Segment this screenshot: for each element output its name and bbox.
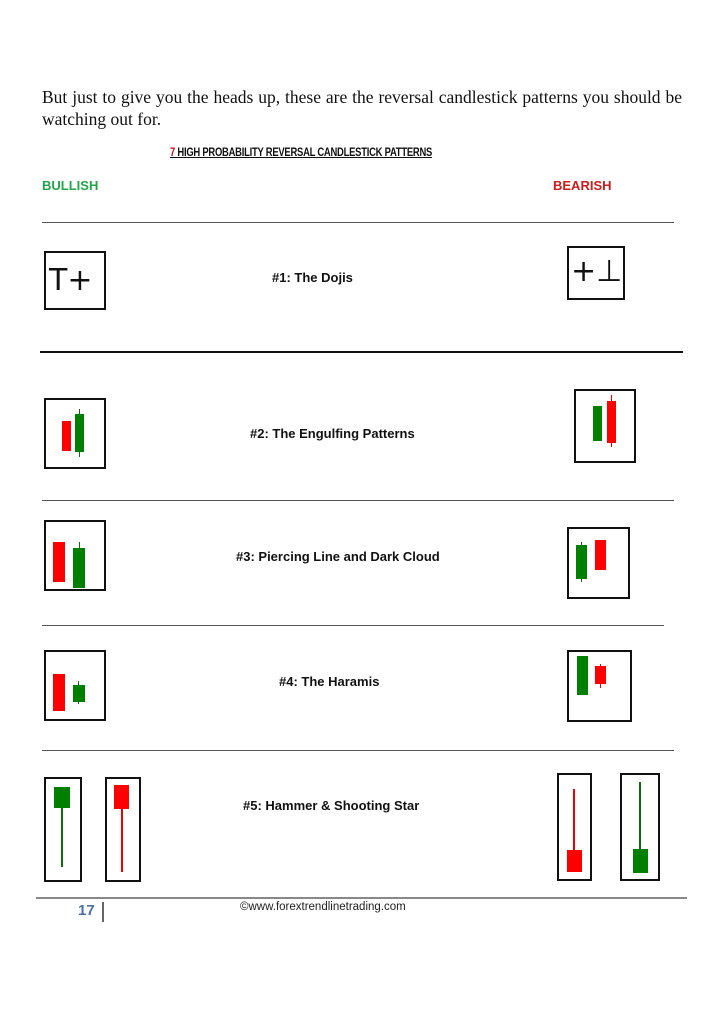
divider: [40, 351, 683, 353]
shooting-star-green-box: [620, 773, 660, 881]
dark-cloud-box: [567, 527, 630, 599]
bullish-column-label: BULLISH: [42, 178, 99, 193]
bullish-candle-icon: [576, 545, 587, 579]
footer-copyright: ©www.forextrendlinetrading.com: [240, 901, 406, 913]
pattern-title-engulfing: #2: The Engulfing Patterns: [250, 426, 415, 441]
divider: [42, 625, 664, 626]
piercing-line-box: [44, 520, 106, 591]
pattern-title-piercing-dark-cloud: #3: Piercing Line and Dark Cloud: [236, 549, 440, 564]
bullish-candle-icon: [75, 414, 84, 452]
shooting-star-red-box: [557, 773, 592, 881]
wick: [573, 789, 575, 859]
bearish-column-label: BEARISH: [553, 178, 612, 193]
pattern-title-dojis: #1: The Dojis: [272, 270, 353, 285]
bullish-doji-box: [44, 251, 106, 310]
bearish-engulfing-box: [574, 389, 636, 463]
intro-paragraph: But just to give you the heads up, these are the reversal candlestick patterns you should be watching out for.: [42, 87, 682, 129]
footer-rule: [36, 897, 687, 899]
bearish-candle-icon: [53, 674, 65, 711]
wick: [639, 782, 641, 857]
doji-icon: +⊥: [571, 254, 623, 289]
bullish-candle-icon: [73, 685, 85, 702]
shooting-star-candle-icon: [633, 849, 648, 873]
bearish-harami-box: [567, 650, 632, 722]
divider: [42, 222, 674, 223]
section-heading: [170, 147, 432, 159]
bearish-candle-icon: [53, 542, 65, 582]
bullish-harami-box: [44, 650, 106, 721]
bullish-engulfing-box: [44, 398, 106, 469]
bearish-candle-icon: [595, 540, 606, 570]
divider: [42, 750, 674, 751]
divider: [42, 500, 674, 501]
bullish-candle-icon: [593, 406, 602, 441]
bullish-candle-icon: [73, 548, 85, 588]
pattern-title-hammer-shooting-star: #5: Hammer & Shooting Star: [243, 798, 420, 813]
bearish-candle-icon: [607, 401, 616, 443]
hammer-green-box: [44, 777, 82, 882]
bearish-candle-icon: [62, 421, 71, 451]
bearish-candle-icon: [595, 666, 606, 684]
bullish-candle-icon: [577, 656, 588, 695]
wick: [61, 799, 63, 867]
heading-number: 7: [170, 147, 176, 159]
bearish-doji-box: [567, 246, 625, 300]
page-number-separator: [102, 902, 104, 922]
pattern-title-haramis: #4: The Haramis: [279, 674, 380, 689]
hammer-candle-icon: [54, 787, 70, 808]
hammer-candle-icon: [114, 785, 129, 809]
wick: [121, 799, 123, 872]
shooting-star-candle-icon: [567, 850, 582, 872]
page-number: 17: [78, 902, 95, 919]
hammer-red-box: [105, 777, 141, 882]
heading-text: HIGH PROBABILITY REVERSAL CANDLESTICK PATTERNS: [175, 147, 433, 159]
doji-icon: T+: [49, 263, 93, 298]
